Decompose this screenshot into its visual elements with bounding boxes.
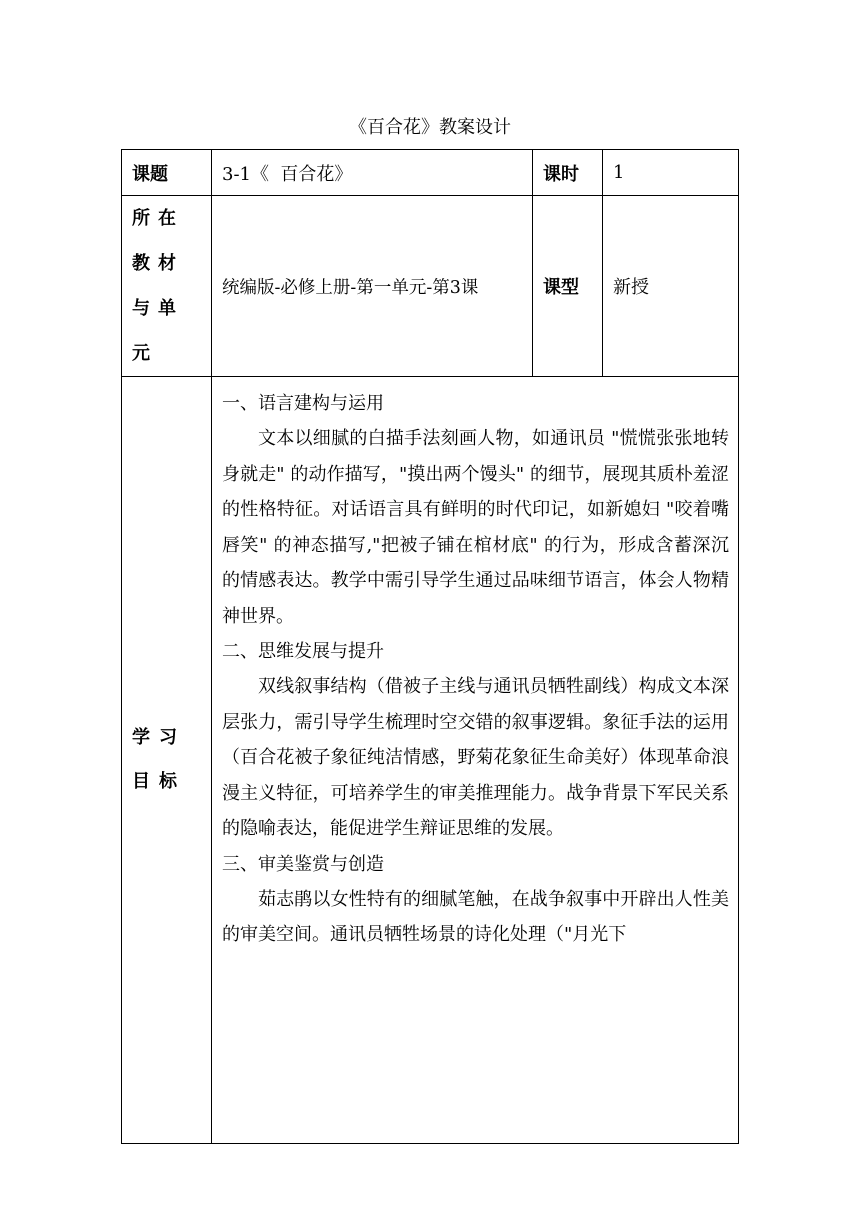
table-row-topic [122, 150, 739, 196]
topic-label: 课题 [122, 150, 212, 196]
type-label: 课型 [533, 196, 603, 377]
period-label: 课时 [533, 150, 603, 196]
goals-label: 学习目标 [132, 727, 186, 792]
period-value: 1 [603, 150, 739, 196]
unit-value: 统编版-必修上册-第一单元-第3课 [212, 196, 533, 377]
type-value: 新授 [603, 196, 739, 377]
section-heading-aesthetic: 三、审美鉴赏与创造 [222, 853, 384, 875]
page-title: 《百合花》教案设计 [349, 117, 511, 138]
goals-content [212, 377, 739, 1144]
section-heading-thinking: 二、思维发展与提升 [222, 641, 384, 662]
unit-label-cell [122, 196, 212, 377]
section-text-language: 文本以细腻的白描手法刻画人物，如通讯员 "慌慌张张地转身就走" 的动作描写，"摸出两个馒头" 的细节，展现其质朴羞涩的性格特征。对话语言具有鲜明的时代印记，如新媳妇 "咬着嘴唇笑" 的神态描写,"把被子铺在棺材底" 的行为，形成含蓄深沉的情感表达。教学中需引导学生通过品味细节语言，体会人物精神世界。 [222, 428, 729, 627]
section-text-thinking: 双线叙事结构（借被子主线与通讯员牺牲副线）构成文本深层张力，需引导学生梳理时空交错的叙事逻辑。象征手法的运用（百合花被子象征纯洁情感，野菊花象征生命美好）体现革命浪漫主义特征，可培养学生的审美推理能力。战争背景下军民关系的隐喻表达，能促进学生辩证思维的发展。 [222, 676, 729, 839]
topic-value: 3-1《 百合花》 [212, 150, 533, 196]
section-heading-language: 一、语言建构与运用 [222, 393, 384, 414]
table-row-unit [122, 196, 739, 377]
lesson-plan-table [121, 149, 739, 1144]
table-row-goals [122, 377, 739, 1144]
section-text-aesthetic: 茹志鹃以女性特有的细腻笔触，在战争叙事中开辟出人性美的审美空间。通讯员牺牲场景的诗化处理（"月光下 [222, 888, 729, 945]
goals-label-cell [122, 377, 212, 1144]
unit-label: 所在教材与单元 [132, 208, 184, 364]
